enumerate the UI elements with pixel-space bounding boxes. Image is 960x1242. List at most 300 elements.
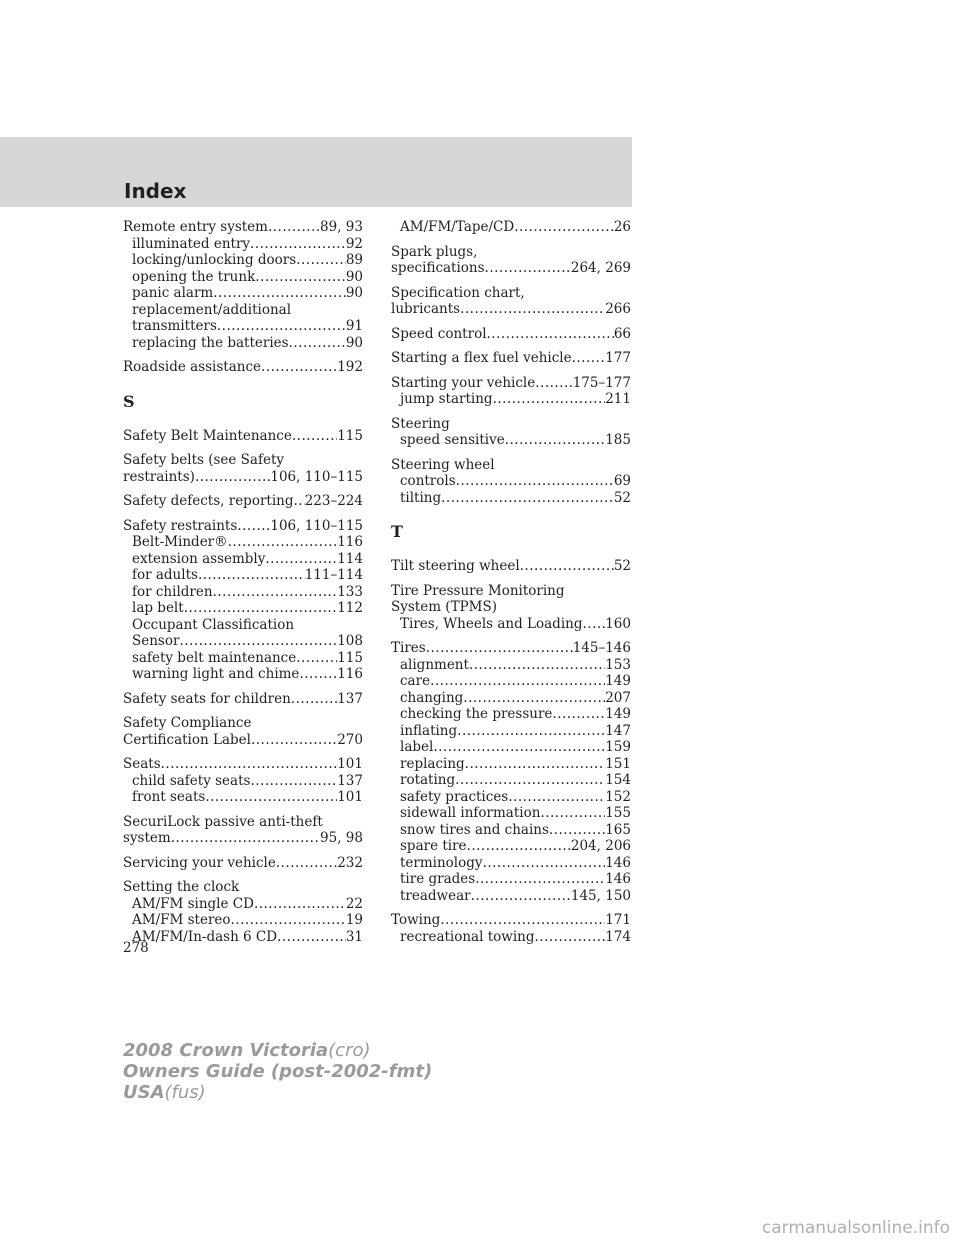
entry-page-ref: 89 <box>345 252 363 268</box>
dot-leader <box>276 855 337 872</box>
entry-text: care <box>400 673 431 689</box>
index-subentry <box>123 335 363 352</box>
index-entry <box>123 518 363 683</box>
index-subentry <box>123 912 363 929</box>
footer-region: USA <box>123 1082 165 1103</box>
dot-leader <box>465 756 606 773</box>
dot-leader <box>228 534 338 551</box>
entry-text: Seats <box>123 756 161 772</box>
entry-page-ref: 90 <box>345 285 363 301</box>
entry-page-ref: 52 <box>613 489 631 506</box>
entry-page-ref: 112 <box>337 600 363 616</box>
entry-text: panic alarm <box>132 285 214 301</box>
entry-text: locking/unlocking doors <box>132 252 297 268</box>
entry-text: Remote entry system <box>123 219 268 235</box>
entry-page-ref: 52 <box>613 558 631 574</box>
index-subentry <box>391 616 631 633</box>
entry-text: Sensor <box>132 633 180 649</box>
entry-text: Safety seats for children <box>123 690 291 707</box>
dot-leader <box>296 650 337 667</box>
footer-region-code: (fus) <box>164 1082 206 1103</box>
dot-leader <box>213 584 338 601</box>
index-subentry <box>123 302 363 319</box>
entry-page-ref: 66 <box>613 325 631 342</box>
entry-text: for adults <box>132 567 198 583</box>
entry-page-ref: 204, 206 <box>570 838 631 854</box>
index-subentry <box>391 871 631 888</box>
index-subentry <box>391 706 631 723</box>
index-column-right <box>391 219 631 953</box>
footer-model-code: (cro) <box>328 1040 371 1061</box>
entry-page-ref: 26 <box>613 219 631 235</box>
index-entry-line <box>391 558 631 575</box>
entry-page-ref: 264, 269 <box>570 260 631 276</box>
entry-page-ref: 171 <box>605 912 631 928</box>
entry-text: Safety restraints <box>123 517 238 534</box>
index-entry-line <box>123 518 363 535</box>
entry-text: extension assembly <box>132 550 266 567</box>
entry-page-ref: 145–146 <box>572 640 631 656</box>
index-subentry <box>123 929 363 946</box>
dot-leader <box>549 822 605 839</box>
entry-page-ref: 116 <box>337 534 363 550</box>
dot-leader <box>471 888 571 905</box>
index-letter-heading: T <box>391 522 403 541</box>
dot-leader <box>296 252 346 269</box>
entry-text: transmitters <box>132 318 217 334</box>
index-subentry <box>391 739 631 756</box>
index-entry-line <box>123 855 363 872</box>
index-subentry <box>123 650 363 667</box>
entry-text: rotating <box>400 772 456 788</box>
dot-leader <box>198 567 305 584</box>
entry-text: snow tires and chains <box>400 821 549 838</box>
dot-leader <box>265 551 337 568</box>
index-entry-line <box>123 756 363 773</box>
index-subentry <box>391 219 631 236</box>
index-entry <box>391 326 631 343</box>
index-subentry <box>391 772 631 789</box>
dot-leader <box>217 318 346 335</box>
index-letter-heading: S <box>123 391 135 411</box>
index-entry-line <box>123 830 363 847</box>
dot-leader <box>440 912 605 929</box>
entry-page-ref: 175–177 <box>572 374 631 391</box>
entry-page-ref: 114 <box>337 550 363 567</box>
index-entry <box>123 359 363 376</box>
dot-leader <box>572 350 606 367</box>
entry-text: checking the pressure <box>400 706 553 722</box>
index-subentry <box>123 773 363 790</box>
entry-page-ref: 106, 110–115 <box>270 468 363 485</box>
index-subentry <box>123 269 363 286</box>
entry-text: front seats <box>132 789 206 805</box>
entry-page-ref: 101 <box>337 756 363 772</box>
index-entry <box>391 375 631 408</box>
index-subentry <box>391 822 631 839</box>
dot-leader <box>293 493 304 510</box>
dot-leader <box>213 285 346 302</box>
entry-page-ref: 90 <box>345 334 363 351</box>
index-entry-line <box>391 260 631 277</box>
index-entry-line <box>123 359 363 376</box>
entry-text: system <box>123 830 171 846</box>
entry-page-ref: 137 <box>337 690 363 707</box>
entry-page-ref: 69 <box>613 473 631 489</box>
dot-leader <box>237 518 270 535</box>
index-entry-line <box>123 732 363 749</box>
index-subentry <box>391 490 631 507</box>
index-entry-line <box>123 879 363 896</box>
dot-leader <box>540 805 605 822</box>
entry-text: for children <box>132 583 213 600</box>
index-subentry <box>391 838 631 855</box>
entry-page-ref: 115 <box>337 427 363 444</box>
dot-leader <box>299 666 337 683</box>
entry-text: opening the trunk <box>132 268 256 285</box>
index-entry-line <box>123 493 363 510</box>
dot-leader <box>195 469 270 486</box>
entry-page-ref: 146 <box>605 854 631 871</box>
entry-text: replacement/additional <box>132 301 292 318</box>
dot-leader <box>483 855 606 872</box>
entry-page-ref: 145, 150 <box>570 887 631 904</box>
index-entry-line <box>391 912 631 929</box>
entry-page-ref: 95, 98 <box>320 830 363 846</box>
entry-text: specifications <box>391 260 485 276</box>
footer-doc-id <box>123 1040 432 1103</box>
dot-leader <box>475 871 605 888</box>
index-entry <box>391 912 631 945</box>
entry-text: label <box>400 739 434 755</box>
dot-leader <box>205 789 337 806</box>
index-entry <box>391 285 631 318</box>
index-subentry <box>391 805 631 822</box>
index-subentry <box>391 756 631 773</box>
index-subentry <box>123 666 363 683</box>
dot-leader <box>487 326 614 343</box>
entry-text: Tires <box>391 640 426 656</box>
entry-page-ref: 19 <box>345 912 363 928</box>
dot-leader <box>277 929 346 946</box>
entry-page-ref: 149 <box>605 706 631 722</box>
entry-text: Belt-Minder® <box>132 534 228 550</box>
dot-leader <box>535 375 572 392</box>
entry-page-ref: 153 <box>605 656 631 673</box>
index-entry <box>123 715 363 748</box>
dot-leader <box>261 359 337 376</box>
dot-leader <box>292 428 337 445</box>
index-subentry <box>123 285 363 302</box>
entry-text: AM/FM single CD <box>132 895 254 912</box>
dot-leader <box>251 732 337 749</box>
entry-page-ref: 31 <box>345 928 363 945</box>
entry-page-ref: 90 <box>345 268 363 285</box>
entry-page-ref: 270 <box>337 731 363 748</box>
dot-leader <box>455 772 605 789</box>
entry-page-ref: 89, 93 <box>320 219 363 235</box>
index-subentry <box>391 473 631 490</box>
entry-page-ref: 22 <box>345 895 363 912</box>
index-subentry <box>123 252 363 269</box>
dot-leader <box>291 691 337 708</box>
index-entry <box>391 416 631 449</box>
entry-text: Starting your vehicle <box>391 374 536 391</box>
dot-leader <box>469 657 605 674</box>
dot-leader <box>184 600 338 617</box>
dot-leader <box>441 490 614 507</box>
entry-text: SecuriLock passive anti-theft <box>123 813 323 830</box>
dot-leader <box>171 830 320 847</box>
dot-leader <box>433 739 605 756</box>
index-subentry <box>391 888 631 905</box>
dot-leader <box>161 756 338 773</box>
entry-page-ref: 177 <box>605 350 631 366</box>
dot-leader <box>582 616 605 633</box>
dot-leader <box>493 391 606 408</box>
entry-text: Steering <box>391 415 450 432</box>
index-entry <box>391 583 631 633</box>
index-entry-line <box>391 416 631 433</box>
index-entry-line <box>123 814 363 831</box>
entry-text: jump starting <box>400 391 493 407</box>
index-subentry <box>123 789 363 806</box>
index-entry <box>391 457 631 507</box>
entry-text: Occupant Classification <box>132 616 295 633</box>
entry-text: sidewall information <box>400 805 541 821</box>
entry-text: Safety Belt Maintenance <box>123 427 292 444</box>
dot-leader <box>485 260 571 277</box>
index-entry <box>123 814 363 847</box>
entry-page-ref: 232 <box>337 854 363 871</box>
entry-page-ref: 266 <box>605 301 631 317</box>
entry-page-ref: 207 <box>605 689 631 706</box>
entry-text: warning light and chime <box>132 666 300 682</box>
index-entry-line <box>391 599 631 616</box>
entry-text: child safety seats <box>132 772 251 789</box>
dot-leader <box>463 690 605 707</box>
entry-page-ref: 146 <box>605 871 631 887</box>
index-subentry <box>391 432 631 449</box>
index-entry <box>123 855 363 872</box>
index-entry-line <box>391 301 631 318</box>
entry-text: inflating <box>400 722 458 739</box>
entry-page-ref: 108 <box>337 633 363 649</box>
index-subentry <box>123 551 363 568</box>
index-entry <box>391 640 631 904</box>
entry-page-ref: 116 <box>337 666 363 682</box>
page-number: 278 <box>123 940 149 956</box>
footer-guide: Owners Guide (post-2002-fmt) <box>123 1061 433 1082</box>
dot-leader <box>254 896 346 913</box>
dot-leader <box>231 912 346 929</box>
index-entry <box>123 452 363 485</box>
entry-text: illuminated entry <box>132 235 251 252</box>
entry-page-ref: 223–224 <box>304 493 363 509</box>
index-subentry <box>123 567 363 584</box>
index-entry <box>123 879 363 945</box>
index-entry-line <box>123 452 363 469</box>
entry-text: spare tire <box>400 838 467 854</box>
entry-page-ref: 174 <box>605 928 631 945</box>
index-subentry <box>123 236 363 253</box>
index-entry-line <box>391 244 631 261</box>
entry-text: tilting <box>400 489 442 506</box>
index-subentry <box>123 600 363 617</box>
dot-leader <box>456 473 614 490</box>
index-subentry <box>391 789 631 806</box>
entry-text: System (TPMS) <box>391 599 498 615</box>
entry-page-ref: 101 <box>337 789 363 805</box>
dot-leader <box>508 789 605 806</box>
entry-text: speed sensitive <box>400 432 505 448</box>
entry-page-ref: 165 <box>605 821 631 838</box>
dot-leader <box>514 219 614 236</box>
index-entry-line <box>391 457 631 474</box>
entry-text: Tire Pressure Monitoring <box>391 582 565 599</box>
entry-text: Towing <box>391 912 441 928</box>
entry-text: Tires, Wheels and Loading <box>400 615 583 632</box>
entry-text: terminology <box>400 854 483 871</box>
dot-leader <box>268 219 320 236</box>
index-entry <box>123 691 363 708</box>
entry-text: lubricants <box>391 301 461 317</box>
entry-text: Tilt steering wheel <box>391 558 520 574</box>
index-subentry <box>123 633 363 650</box>
entry-text: Certification Label <box>123 731 251 748</box>
header-band <box>0 137 632 207</box>
entry-text: Servicing your vehicle <box>123 854 276 871</box>
dot-leader <box>250 236 346 253</box>
index-subentry <box>123 534 363 551</box>
dot-leader <box>250 773 337 790</box>
entry-text: controls <box>400 473 456 489</box>
entry-text: alignment <box>400 656 469 673</box>
entry-text: replacing the batteries <box>132 334 289 351</box>
entry-text: safety belt maintenance <box>132 649 297 666</box>
entry-text: recreational towing <box>400 928 535 945</box>
entry-page-ref: 159 <box>605 739 631 755</box>
dot-leader <box>520 558 614 575</box>
entry-page-ref: 92 <box>345 235 363 252</box>
entry-text: tire grades <box>400 871 476 887</box>
dot-leader <box>426 640 573 657</box>
dot-leader <box>457 723 605 740</box>
index-subentry <box>123 318 363 335</box>
index-subentry <box>391 723 631 740</box>
footer-model: 2008 Crown Victoria <box>123 1040 329 1061</box>
entry-text: Roadside assistance <box>123 359 262 375</box>
index-entry <box>123 219 363 351</box>
index-entry-line <box>391 583 631 600</box>
entry-page-ref: 91 <box>345 318 363 334</box>
entry-page-ref: 211 <box>605 391 631 407</box>
dot-leader <box>289 335 346 352</box>
entry-text: Spark plugs, <box>391 243 478 260</box>
dot-leader <box>460 301 605 318</box>
index-subentry <box>391 929 631 946</box>
index-entry <box>391 244 631 277</box>
index-subentry <box>391 673 631 690</box>
index-entry <box>123 493 363 510</box>
dot-leader <box>179 633 337 650</box>
index-entry-line <box>123 715 363 732</box>
index-subentry <box>123 584 363 601</box>
entry-page-ref: 192 <box>337 359 363 375</box>
entry-text: restraints) <box>123 468 195 485</box>
entry-page-ref: 152 <box>605 788 631 805</box>
entry-text: changing <box>400 689 464 706</box>
index-entry-line <box>123 428 363 445</box>
entry-text: Setting the clock <box>123 879 240 895</box>
index-entry-line <box>123 469 363 486</box>
entry-page-ref: 149 <box>605 673 631 689</box>
entry-text: AM/FM stereo <box>132 912 231 928</box>
index-entry-line <box>391 640 631 657</box>
entry-text: Speed control <box>391 325 487 342</box>
entry-text: AM/FM/In-dash 6 CD <box>132 928 278 945</box>
index-entry <box>123 756 363 806</box>
entry-text: lap belt <box>132 600 184 616</box>
index-entry <box>391 219 631 236</box>
entry-page-ref: 147 <box>605 722 631 739</box>
dot-leader <box>534 929 605 946</box>
index-entry-line <box>123 219 363 236</box>
entry-text: Specification chart, <box>391 284 525 301</box>
entry-page-ref: 151 <box>605 755 631 772</box>
entry-text: replacing <box>400 755 465 772</box>
index-subentry <box>123 896 363 913</box>
index-entry <box>391 350 631 367</box>
index-column-left <box>123 219 363 953</box>
watermark: carmanualsonline.info <box>761 1218 950 1238</box>
index-subentry <box>391 690 631 707</box>
entry-page-ref: 133 <box>337 583 363 600</box>
dot-leader <box>430 673 605 690</box>
entry-page-ref: 111–114 <box>304 567 363 583</box>
entry-page-ref: 155 <box>605 805 631 821</box>
index-entry-line <box>391 350 631 367</box>
dot-leader <box>552 706 605 723</box>
dot-leader <box>255 269 346 286</box>
entry-page-ref: 154 <box>605 772 631 788</box>
index-entry-line <box>391 375 631 392</box>
index-subentry <box>391 391 631 408</box>
index-subentry <box>391 657 631 674</box>
index-entry <box>391 558 631 575</box>
entry-text: Steering wheel <box>391 456 495 473</box>
entry-text: Safety defects, reporting <box>123 493 294 509</box>
index-subentry <box>391 855 631 872</box>
entry-text: Safety belts (see Safety <box>123 452 285 468</box>
page-title: Index <box>124 179 187 203</box>
entry-text: Starting a flex fuel vehicle <box>391 350 572 366</box>
index-entry <box>123 428 363 445</box>
entry-page-ref: 160 <box>605 615 631 632</box>
entry-page-ref: 106, 110–115 <box>270 517 363 534</box>
entry-text: safety practices <box>400 788 509 805</box>
entry-text: AM/FM/Tape/CD <box>400 219 515 235</box>
entry-page-ref: 185 <box>605 432 631 448</box>
entry-page-ref: 137 <box>337 772 363 789</box>
entry-text: treadwear <box>400 887 471 904</box>
dot-leader <box>505 432 606 449</box>
index-subentry <box>123 617 363 634</box>
entry-page-ref: 115 <box>337 649 363 666</box>
index-entry-line <box>391 285 631 302</box>
entry-text: Safety Compliance <box>123 715 252 731</box>
dot-leader <box>467 838 571 855</box>
